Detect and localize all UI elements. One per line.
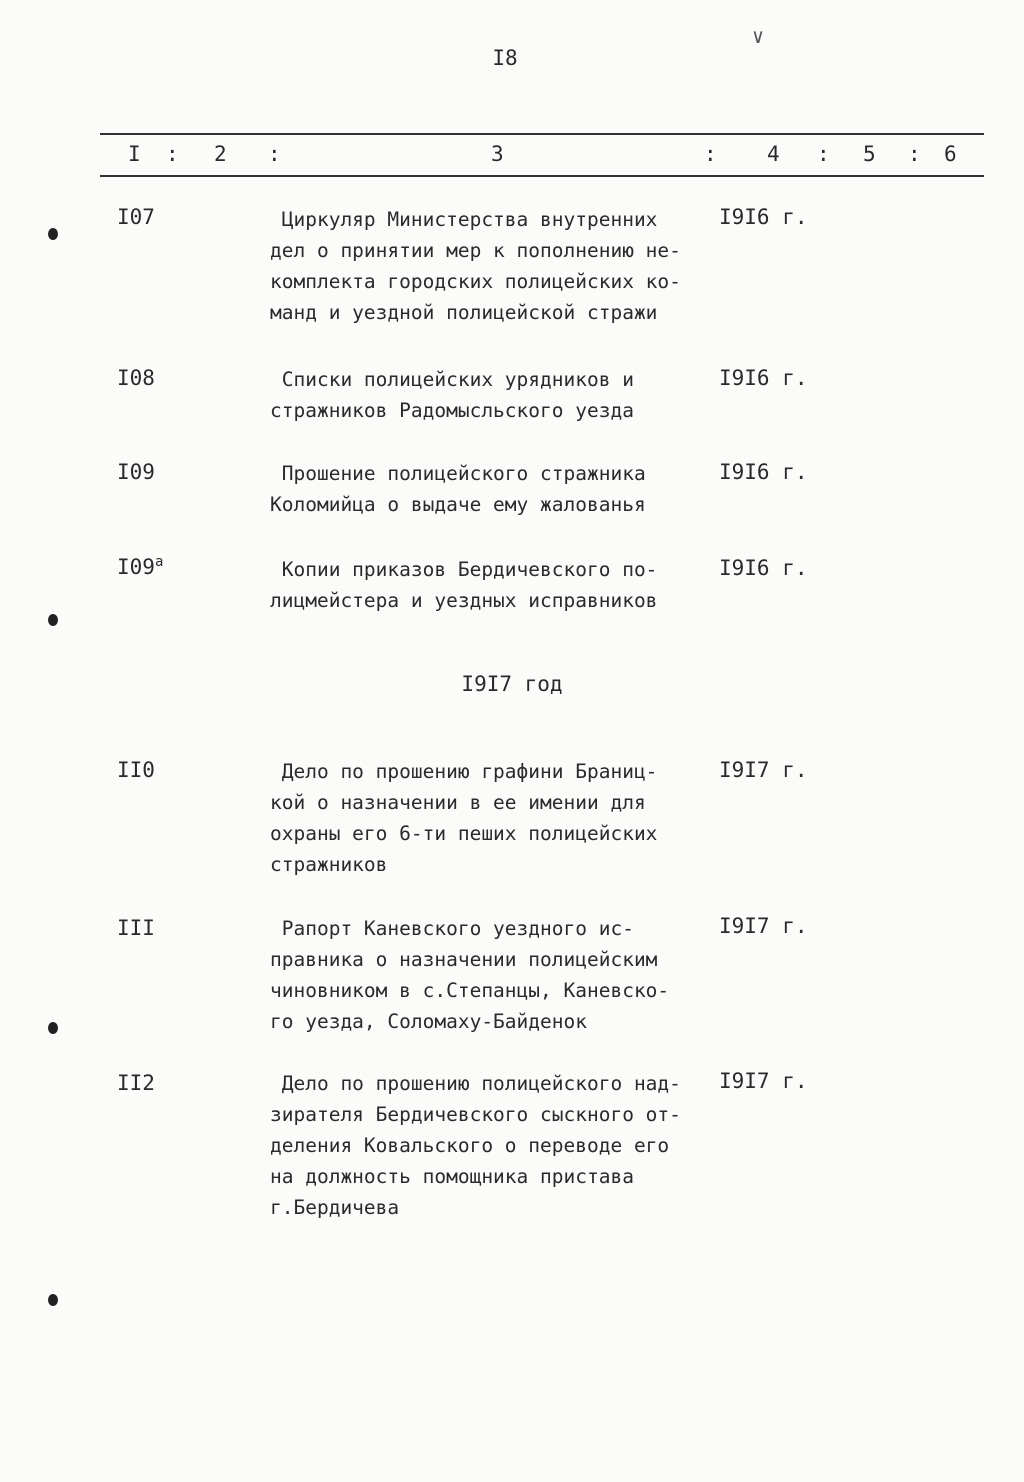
- header-sep: :: [268, 142, 281, 166]
- header-col-5: 5: [863, 142, 876, 166]
- entry-year: I9I7 г.: [719, 914, 808, 938]
- entry-description: Рапорт Каневского уездного ис- правника о назначении полицейским чиновником в с.Степанцы, Каневско- го уезда, Соломаху-Байденок: [270, 917, 670, 1033]
- page-number: I8: [492, 46, 518, 70]
- header-col-4: 4: [767, 142, 780, 166]
- entry-year: I9I6 г.: [719, 205, 808, 229]
- entry-number: III: [117, 916, 155, 940]
- header-col-1: I: [128, 142, 141, 166]
- header-top-rule: [100, 133, 984, 135]
- binder-hole: [48, 1294, 58, 1306]
- entry-number-superscript: а: [154, 554, 164, 570]
- entry-description: Дело по прошению графини Браниц- кой о назначении в ее имении для охраны его 6-ти пеших полицейских стражников: [270, 760, 658, 876]
- entry-number: II0: [117, 758, 155, 782]
- entry-number: I08: [117, 366, 155, 390]
- binder-hole: [48, 1022, 58, 1034]
- header-col-3: 3: [491, 142, 504, 166]
- entry-description: Списки полицейских урядников и стражников Радомысльского уезда: [270, 368, 634, 422]
- header-sep: :: [817, 142, 830, 166]
- entry-description: Дело по прошению полицейского над- зирателя Бердичевского сыскного от- деления Ковальского о переводе его на должность помощника пристава г.Бердичева: [270, 1072, 681, 1219]
- entry-year: I9I7 г.: [719, 1069, 808, 1093]
- entry-number: I09: [117, 460, 155, 484]
- entry-year: I9I6 г.: [719, 366, 808, 390]
- entry-description: Копии приказов Бердичевского по- лицмейстера и уездных исправников: [270, 558, 658, 612]
- header-col-2: 2: [214, 142, 227, 166]
- entry-number: [117, 554, 163, 579]
- binder-hole: [48, 228, 58, 240]
- entry-year: I9I6 г.: [719, 460, 808, 484]
- entry-description: Прошение полицейского стражника Коломийца о выдаче ему жалованья: [270, 462, 646, 516]
- binder-hole: [48, 614, 58, 626]
- section-heading: I9I7 год: [461, 672, 563, 696]
- entry-year: I9I6 г.: [719, 556, 808, 580]
- entry-year: I9I7 г.: [719, 758, 808, 782]
- entry-number-main: I09: [117, 555, 155, 579]
- header-sep: :: [704, 142, 717, 166]
- header-sep: :: [166, 142, 179, 166]
- margin-mark: ∨: [752, 24, 765, 48]
- header-col-6: 6: [944, 142, 957, 166]
- entry-description: Циркуляр Министерства внутренних дел о принятии мер к пополнению не- комплекта городских полицейских ко- манд и уездной полицейской стражи: [270, 208, 681, 324]
- entry-number: I07: [117, 205, 155, 229]
- entry-number: II2: [117, 1071, 155, 1095]
- header-bottom-rule: [100, 175, 984, 177]
- header-sep: :: [908, 142, 921, 166]
